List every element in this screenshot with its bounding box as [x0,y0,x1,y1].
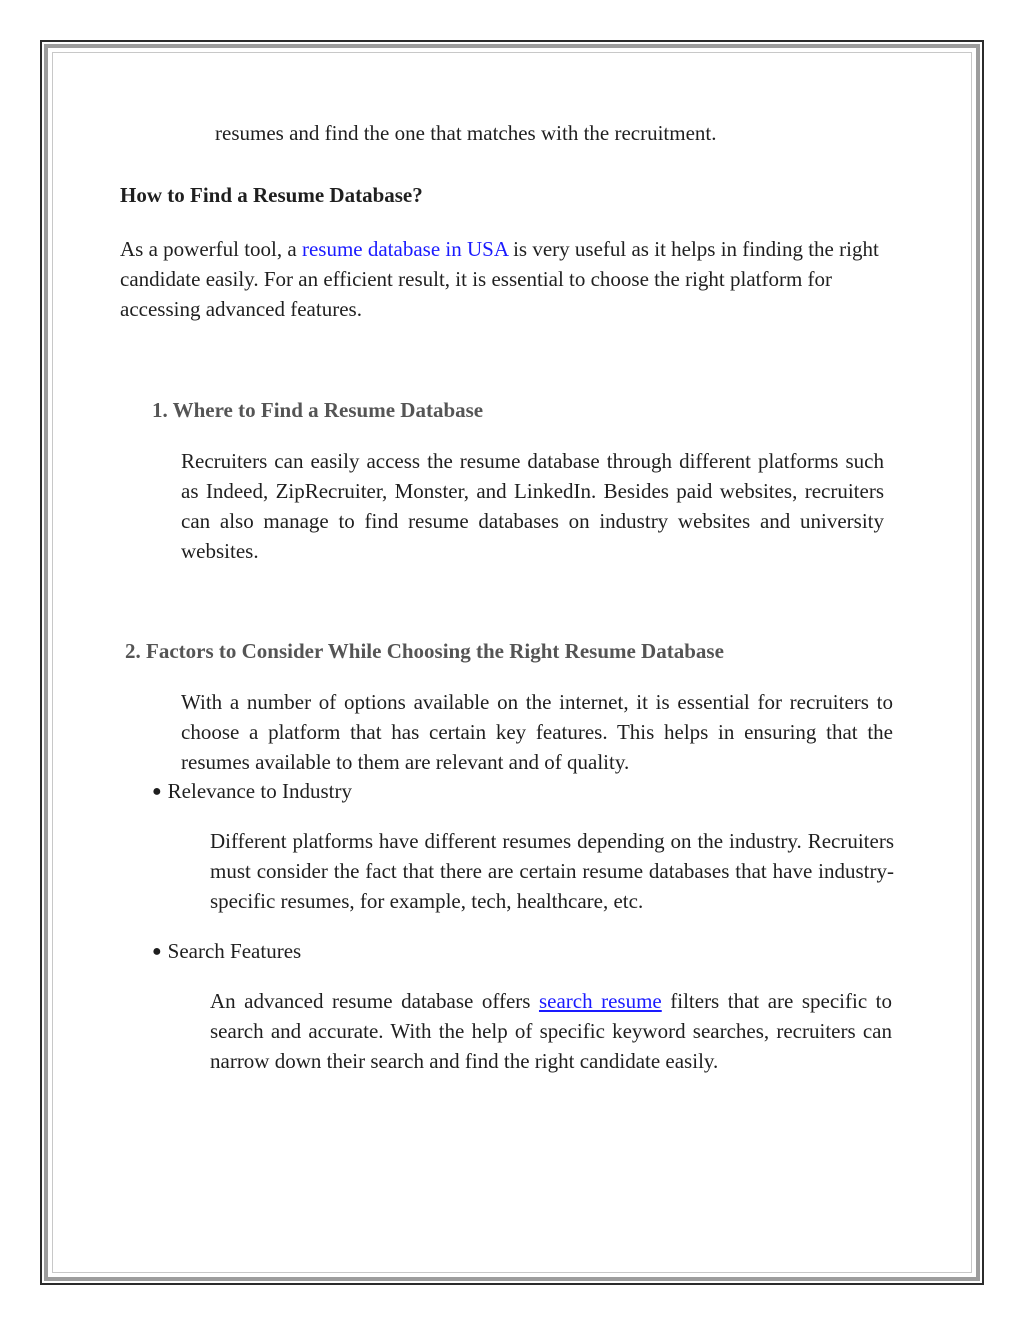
bullet-search-features-label: Search Features [167,939,302,963]
bullet-dot-icon: ● [152,943,162,960]
bullet-relevance [152,776,752,807]
section-heading: How to Find a Resume Database? [120,183,423,207]
resume-database-link[interactable]: resume database in USA [301,237,508,261]
bullet-relevance-label: Relevance to Industry [167,779,352,803]
bullet-relevance-body: Different platforms have different resumes depending on the industry. Recruiters must consider the fact that there are certain resume databases that have industry-specific resumes, for example, tech, healthcare, etc. [210,829,894,913]
subsection1-body: Recruiters can easily access the resume database through different platforms such as Indeed, ZipRecruiter, Monster, and LinkedIn. Besides paid websites, recruiters can also manage to find resume databases on industry websites and university websites. [181,449,884,563]
subsection2-body: With a number of options available on the internet, it is essential for recruiters to choose a platform that has certain key features. This helps in ensuring that the resumes available to them are relevant and of quality. [181,690,893,774]
subsection1-heading: 1. Where to Find a Resume Database [152,398,484,422]
intro-paragraph [120,234,892,324]
continuation-text: resumes and find the one that matches with the recruitment. [215,121,717,145]
intro-text-before-link: As a powerful tool, a [120,237,302,261]
subsection2-heading: 2. Factors to Consider While Choosing the Right Resume Database [125,639,724,663]
intro-text-after-link: is very useful as it helps in finding the right candidate easily. For an efficient result, it is essential to choose the right platform for accessing advanced features. [120,237,879,321]
bullet-search-features-body [210,986,892,1076]
bullet-dot-icon: ● [152,783,162,800]
search-resume-link[interactable]: search resume [538,989,662,1013]
search-body-after-link: filters that are specific to search and accurate. With the help of specific keyword searches, recruiters can narrow down their search and find the right candidate easily. [210,989,892,1073]
search-body-before-link: An advanced resume database offers [210,989,539,1013]
bullet-search-features [152,936,752,967]
